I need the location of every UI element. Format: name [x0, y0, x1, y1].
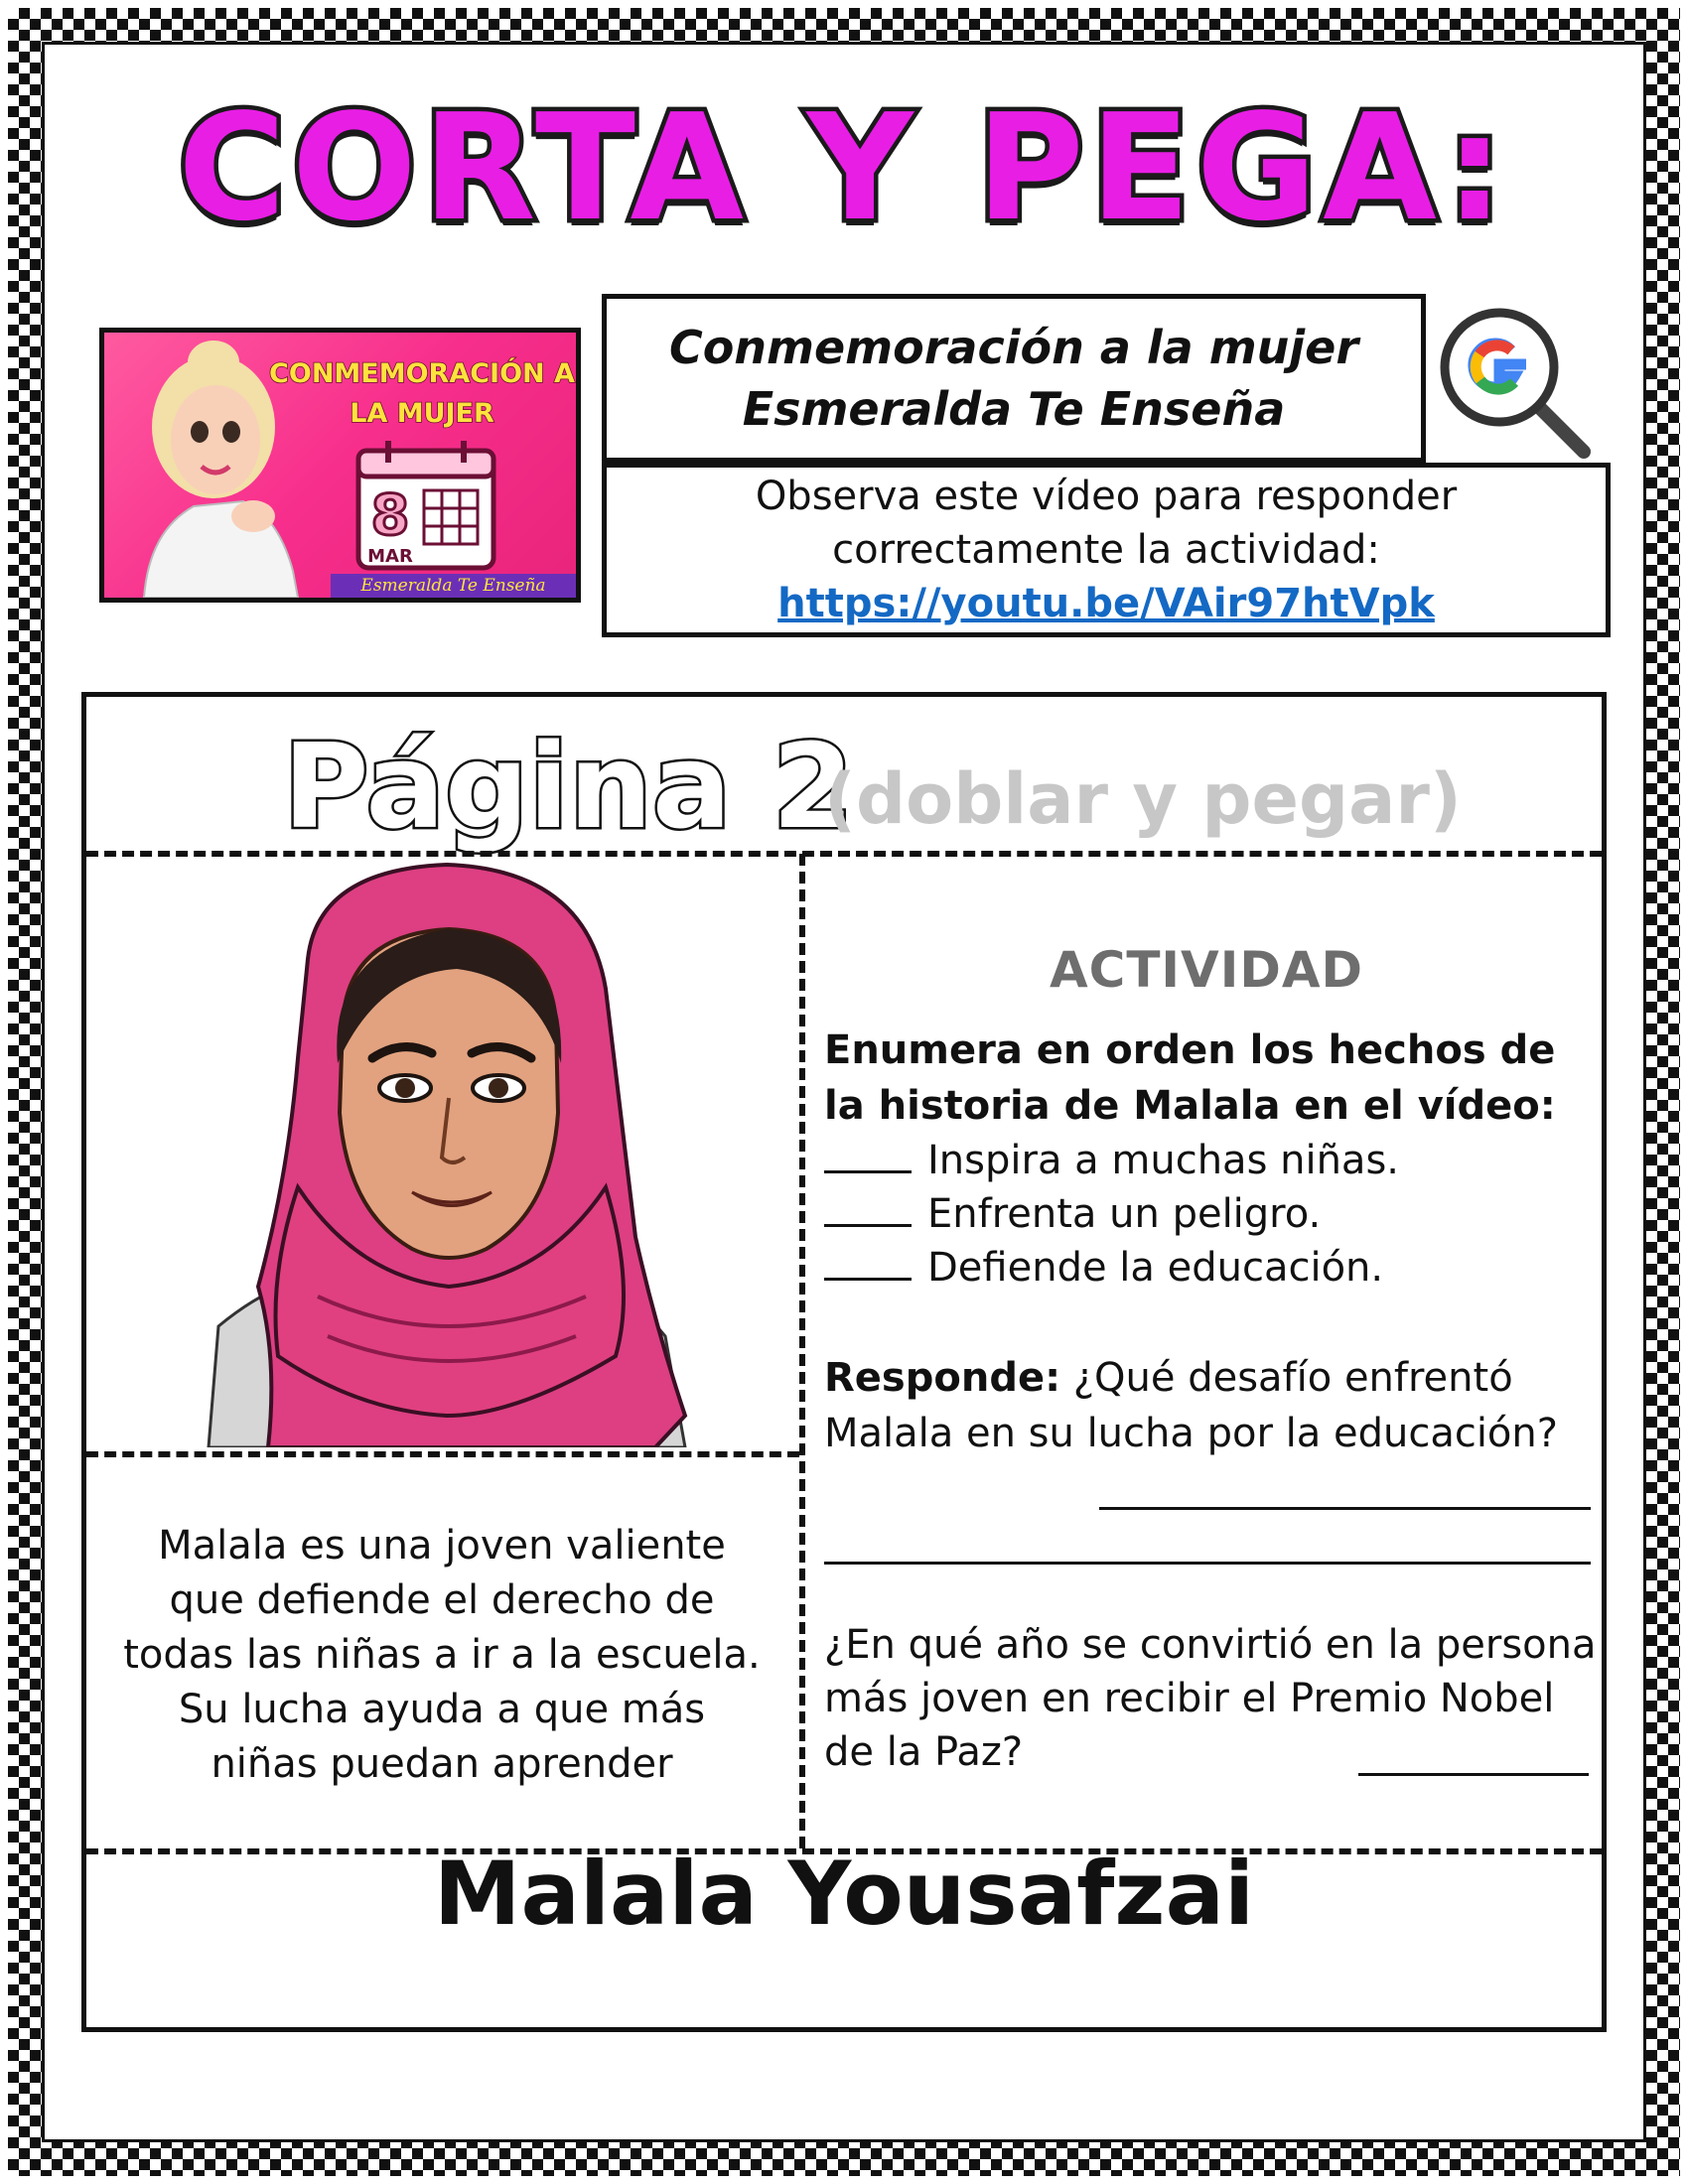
cut-line-middle	[86, 1451, 799, 1457]
answer-blank[interactable]	[824, 1188, 912, 1227]
instruction-line2: correctamente la actividad:	[832, 527, 1380, 573]
list-item: Defiende la educación.	[824, 1241, 1599, 1295]
answer-line-2[interactable]	[1358, 1773, 1589, 1776]
video-title-line2: Esmeralda Te Enseña	[742, 382, 1286, 436]
video-link[interactable]: https://youtu.be/VAir97htVpk	[777, 581, 1435, 626]
cut-line-top	[86, 851, 1602, 857]
description-text: Malala es una joven valiente que defiende el derecho de todas las niñas a ir a la escuela. Su lucha ayuda a que más niñas puedan aprender	[123, 1523, 761, 1787]
page-title: CORTA Y PEGA:	[178, 82, 1510, 253]
activity-prompt: Enumera en orden los hechos de la historia de Malala en el vídeo:	[824, 1027, 1556, 1129]
question-1-text: ¿Qué desafío enfrentó Malala en su lucha por la educación?	[824, 1355, 1558, 1456]
answer-line-1b[interactable]	[824, 1562, 1591, 1565]
answer-line-1a[interactable]	[1099, 1507, 1591, 1510]
thumbnail-title: CONMEMORACIÓN A LA MUJER	[269, 358, 575, 429]
person-name: Malala Yousafzai	[433, 1843, 1255, 1945]
list-item: Inspira a muchas niñas.	[824, 1134, 1599, 1187]
question-2: ¿En qué año se convirtió en la persona más joven en recibir el Premio Nobel de la Paz?	[824, 1622, 1597, 1775]
thumbnail-credit: Esmeralda Te Enseña	[331, 574, 576, 598]
google-search-icon[interactable]	[1435, 303, 1594, 462]
page-label: Página 2	[283, 718, 854, 855]
instruction-line1: Observa este vídeo para responder	[755, 474, 1458, 519]
list-item: Enfrenta un peligro.	[824, 1187, 1599, 1241]
page-hint: (doblar y pegar)	[824, 758, 1462, 840]
video-title-line1: Conmemoración a la mujer	[668, 321, 1359, 374]
video-title-box	[602, 294, 1426, 463]
calendar-day: 8	[370, 483, 410, 548]
malala-portrait	[189, 860, 705, 1447]
question-1-label: Responde:	[824, 1355, 1061, 1401]
cut-line-vertical	[799, 854, 805, 1848]
answer-blank[interactable]	[824, 1242, 912, 1281]
activity-title: ACTIVIDAD	[1049, 941, 1364, 999]
instructions-box	[602, 463, 1611, 637]
video-thumbnail[interactable]	[99, 328, 581, 603]
calendar-icon	[352, 437, 501, 576]
calendar-month: MAR	[367, 546, 413, 567]
answer-blank[interactable]	[824, 1135, 912, 1173]
activity-list	[824, 1134, 1599, 1295]
question-1	[824, 1350, 1609, 1461]
